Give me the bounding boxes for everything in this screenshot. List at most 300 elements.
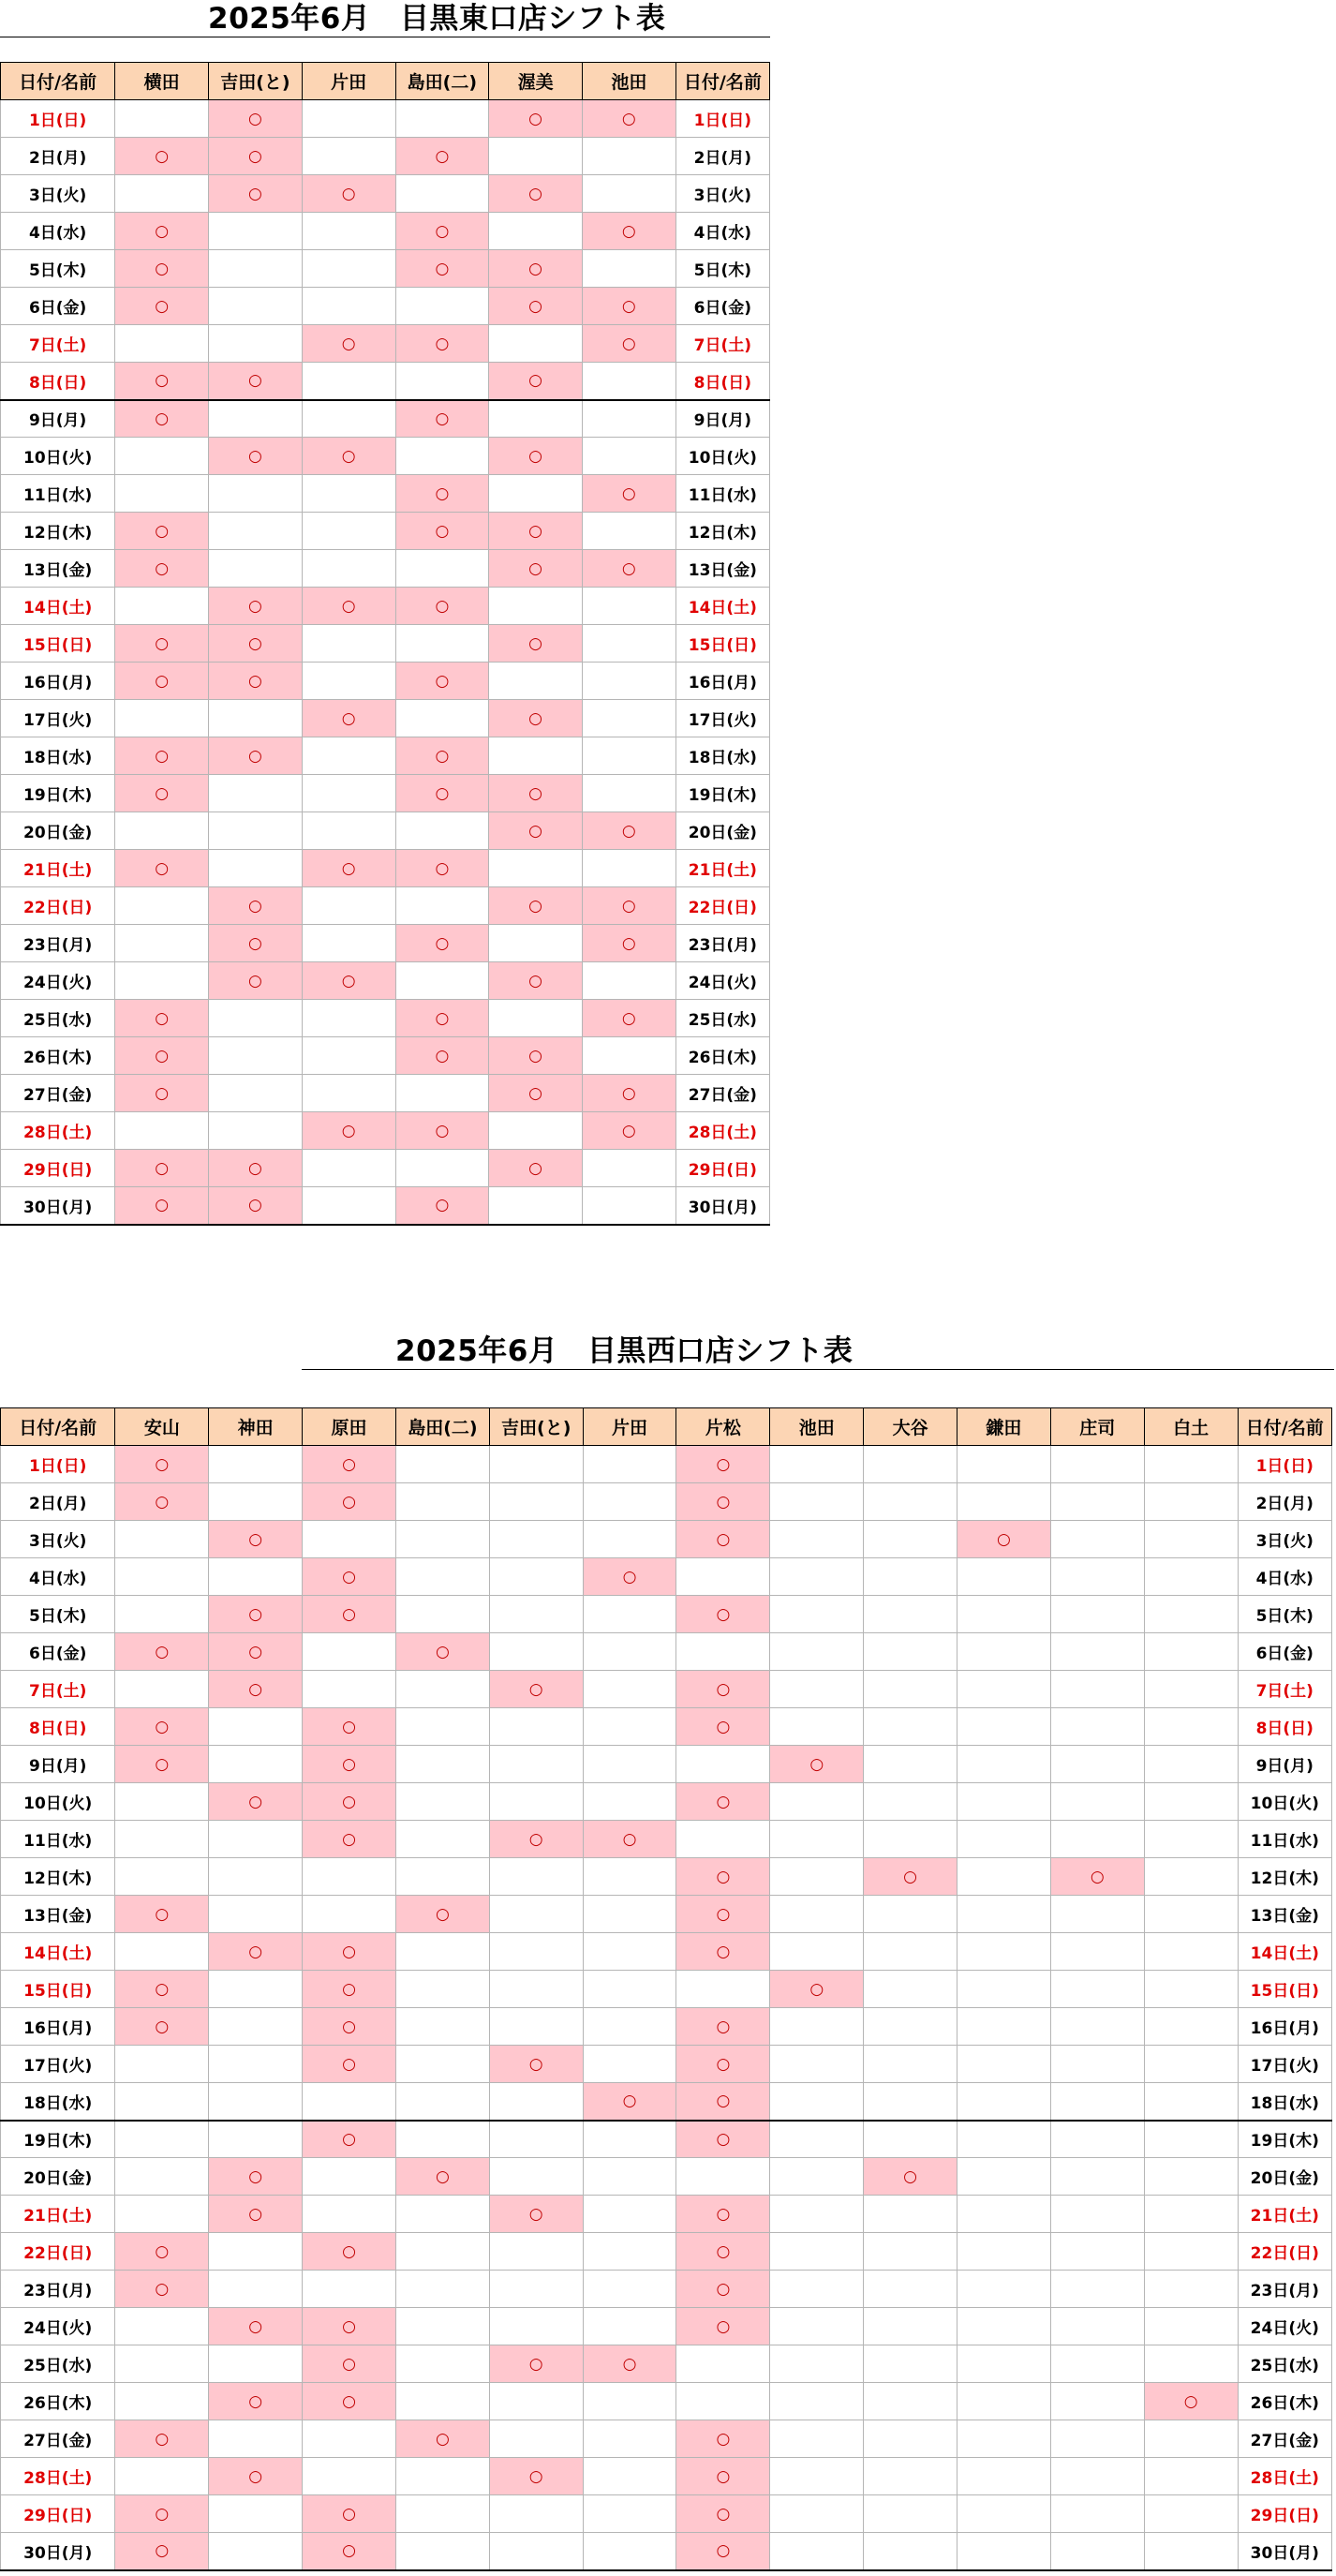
shift-cell-off[interactable] — [489, 1933, 583, 1971]
shift-cell-off[interactable] — [864, 2345, 957, 2383]
shift-cell-off[interactable] — [395, 175, 489, 213]
shift-cell-off[interactable] — [582, 138, 675, 175]
shift-cell-off[interactable] — [209, 325, 303, 363]
shift-cell-on[interactable]: ○ — [676, 2121, 770, 2158]
shift-cell-on[interactable]: ○ — [489, 812, 583, 850]
shift-cell-off[interactable] — [303, 2420, 396, 2458]
shift-cell-off[interactable] — [1050, 2158, 1144, 2196]
shift-cell-off[interactable] — [582, 175, 675, 213]
shift-cell-on[interactable]: ○ — [489, 100, 583, 138]
shift-cell-off[interactable] — [209, 1708, 303, 1746]
shift-cell-on[interactable]: ○ — [489, 1821, 583, 1858]
shift-cell-on[interactable]: ○ — [115, 400, 209, 438]
shift-cell-on[interactable]: ○ — [303, 2495, 396, 2533]
shift-cell-off[interactable] — [582, 400, 675, 438]
shift-cell-off[interactable] — [489, 663, 583, 700]
shift-cell-off[interactable] — [676, 1558, 770, 1596]
shift-cell-on[interactable]: ○ — [115, 850, 209, 887]
shift-cell-off[interactable] — [1050, 2008, 1144, 2046]
shift-cell-off[interactable] — [302, 475, 395, 513]
shift-cell-off[interactable] — [1050, 1746, 1144, 1783]
shift-cell-off[interactable] — [115, 1671, 209, 1708]
shift-cell-on[interactable]: ○ — [115, 550, 209, 588]
shift-cell-off[interactable] — [395, 550, 489, 588]
shift-cell-off[interactable] — [395, 1746, 489, 1783]
shift-cell-off[interactable] — [489, 2533, 583, 2570]
shift-cell-off[interactable] — [209, 550, 303, 588]
shift-cell-off[interactable] — [582, 250, 675, 288]
shift-cell-off[interactable] — [1144, 2308, 1238, 2345]
shift-cell-off[interactable] — [957, 1596, 1051, 1633]
shift-cell-on[interactable]: ○ — [115, 1150, 209, 1187]
shift-cell-off[interactable] — [303, 1521, 396, 1558]
shift-cell-off[interactable] — [395, 2495, 489, 2533]
shift-cell-on[interactable]: ○ — [582, 925, 675, 962]
shift-cell-on[interactable]: ○ — [115, 1075, 209, 1112]
shift-cell-on[interactable]: ○ — [115, 213, 209, 250]
shift-cell-off[interactable] — [770, 2158, 864, 2196]
shift-cell-on[interactable]: ○ — [209, 363, 303, 400]
shift-cell-off[interactable] — [770, 2345, 864, 2383]
shift-cell-off[interactable] — [770, 2008, 864, 2046]
shift-cell-off[interactable] — [489, 2308, 583, 2345]
shift-cell-off[interactable] — [209, 700, 303, 737]
shift-cell-on[interactable]: ○ — [582, 1112, 675, 1150]
shift-cell-on[interactable]: ○ — [115, 250, 209, 288]
shift-cell-off[interactable] — [1050, 1483, 1144, 1521]
shift-cell-off[interactable] — [864, 2083, 957, 2121]
shift-cell-on[interactable]: ○ — [115, 2495, 209, 2533]
shift-cell-off[interactable] — [395, 1821, 489, 1858]
shift-cell-off[interactable] — [489, 1112, 583, 1150]
shift-cell-on[interactable]: ○ — [395, 475, 489, 513]
shift-cell-off[interactable] — [770, 1783, 864, 1821]
shift-cell-on[interactable]: ○ — [115, 1971, 209, 2008]
shift-cell-on[interactable]: ○ — [303, 1746, 396, 1783]
shift-cell-off[interactable] — [583, 1858, 676, 1896]
shift-cell-off[interactable] — [489, 2420, 583, 2458]
shift-cell-off[interactable] — [489, 737, 583, 775]
shift-cell-off[interactable] — [770, 1896, 864, 1933]
shift-cell-off[interactable] — [395, 1596, 489, 1633]
shift-cell-off[interactable] — [957, 2271, 1051, 2308]
shift-cell-off[interactable] — [1144, 1483, 1238, 1521]
shift-cell-off[interactable] — [583, 1446, 676, 1483]
shift-cell-on[interactable]: ○ — [303, 1558, 396, 1596]
shift-cell-off[interactable] — [1050, 1596, 1144, 1633]
shift-cell-off[interactable] — [395, 1521, 489, 1558]
shift-cell-off[interactable] — [582, 700, 675, 737]
shift-cell-on[interactable]: ○ — [209, 1933, 303, 1971]
shift-cell-on[interactable]: ○ — [115, 2008, 209, 2046]
shift-cell-off[interactable] — [1050, 1558, 1144, 1596]
shift-cell-on[interactable]: ○ — [115, 2233, 209, 2271]
shift-cell-off[interactable] — [864, 2420, 957, 2458]
shift-cell-off[interactable] — [302, 138, 395, 175]
shift-cell-off[interactable] — [1144, 1971, 1238, 2008]
shift-cell-on[interactable]: ○ — [115, 1896, 209, 1933]
shift-cell-off[interactable] — [302, 250, 395, 288]
shift-cell-off[interactable] — [395, 700, 489, 737]
shift-cell-off[interactable] — [115, 2083, 209, 2121]
shift-cell-off[interactable] — [395, 438, 489, 475]
shift-cell-off[interactable] — [489, 1896, 583, 1933]
shift-cell-off[interactable] — [395, 2196, 489, 2233]
shift-cell-on[interactable]: ○ — [115, 1000, 209, 1037]
shift-cell-on[interactable]: ○ — [676, 2196, 770, 2233]
shift-cell-off[interactable] — [864, 2495, 957, 2533]
shift-cell-on[interactable]: ○ — [115, 1037, 209, 1075]
shift-cell-off[interactable] — [1144, 1633, 1238, 1671]
shift-cell-off[interactable] — [583, 1671, 676, 1708]
shift-cell-off[interactable] — [302, 887, 395, 925]
shift-cell-off[interactable] — [115, 1858, 209, 1896]
shift-cell-off[interactable] — [957, 2308, 1051, 2345]
shift-cell-off[interactable] — [1050, 2420, 1144, 2458]
shift-cell-off[interactable] — [489, 1000, 583, 1037]
shift-cell-on[interactable]: ○ — [489, 1075, 583, 1112]
shift-cell-on[interactable]: ○ — [115, 1483, 209, 1521]
shift-cell-off[interactable] — [583, 2420, 676, 2458]
shift-cell-off[interactable] — [115, 588, 209, 625]
shift-cell-off[interactable] — [209, 2008, 303, 2046]
shift-cell-off[interactable] — [395, 1971, 489, 2008]
shift-cell-off[interactable] — [302, 812, 395, 850]
shift-cell-off[interactable] — [957, 1933, 1051, 1971]
shift-cell-off[interactable] — [583, 1633, 676, 1671]
shift-cell-on[interactable]: ○ — [115, 775, 209, 812]
shift-cell-off[interactable] — [1050, 1821, 1144, 1858]
shift-cell-off[interactable] — [1144, 1596, 1238, 1633]
shift-cell-off[interactable] — [395, 2083, 489, 2121]
shift-cell-off[interactable] — [957, 1483, 1051, 1521]
shift-cell-on[interactable]: ○ — [115, 1746, 209, 1783]
shift-cell-off[interactable] — [582, 1037, 675, 1075]
shift-cell-off[interactable] — [302, 213, 395, 250]
shift-cell-off[interactable] — [770, 2533, 864, 2570]
shift-cell-on[interactable]: ○ — [676, 1708, 770, 1746]
shift-cell-on[interactable]: ○ — [676, 2533, 770, 2570]
shift-cell-on[interactable]: ○ — [209, 1633, 303, 1671]
shift-cell-on[interactable]: ○ — [489, 175, 583, 213]
shift-cell-off[interactable] — [957, 2121, 1051, 2158]
shift-cell-on[interactable]: ○ — [209, 962, 303, 1000]
shift-cell-on[interactable]: ○ — [582, 100, 675, 138]
shift-cell-on[interactable]: ○ — [583, 2345, 676, 2383]
shift-cell-on[interactable]: ○ — [302, 850, 395, 887]
shift-cell-off[interactable] — [302, 1187, 395, 1225]
shift-cell-off[interactable] — [582, 962, 675, 1000]
shift-cell-on[interactable]: ○ — [583, 2083, 676, 2121]
shift-cell-off[interactable] — [957, 1446, 1051, 1483]
shift-cell-off[interactable] — [302, 363, 395, 400]
shift-cell-off[interactable] — [115, 2458, 209, 2495]
shift-cell-off[interactable] — [583, 2495, 676, 2533]
shift-cell-off[interactable] — [864, 1521, 957, 1558]
shift-cell-off[interactable] — [209, 2046, 303, 2083]
shift-cell-off[interactable] — [864, 2458, 957, 2495]
shift-cell-off[interactable] — [489, 400, 583, 438]
shift-cell-on[interactable]: ○ — [395, 250, 489, 288]
shift-cell-off[interactable] — [395, 2533, 489, 2570]
shift-cell-on[interactable]: ○ — [115, 1708, 209, 1746]
shift-cell-on[interactable]: ○ — [489, 1037, 583, 1075]
shift-cell-off[interactable] — [583, 1971, 676, 2008]
shift-cell-off[interactable] — [302, 550, 395, 588]
shift-cell-off[interactable] — [395, 2308, 489, 2345]
shift-cell-off[interactable] — [864, 2046, 957, 2083]
shift-cell-off[interactable] — [395, 2345, 489, 2383]
shift-cell-off[interactable] — [864, 1896, 957, 1933]
shift-cell-off[interactable] — [583, 2308, 676, 2345]
shift-cell-off[interactable] — [1050, 2308, 1144, 2345]
shift-cell-on[interactable]: ○ — [115, 1187, 209, 1225]
shift-cell-on[interactable]: ○ — [302, 700, 395, 737]
shift-cell-on[interactable]: ○ — [303, 1446, 396, 1483]
shift-cell-on[interactable]: ○ — [676, 1483, 770, 1521]
shift-cell-off[interactable] — [489, 2271, 583, 2308]
shift-cell-off[interactable] — [489, 1521, 583, 1558]
shift-cell-on[interactable]: ○ — [209, 1671, 303, 1708]
shift-cell-off[interactable] — [395, 1708, 489, 1746]
shift-cell-off[interactable] — [1144, 2196, 1238, 2233]
shift-cell-off[interactable] — [1050, 2458, 1144, 2495]
shift-cell-on[interactable]: ○ — [676, 1933, 770, 1971]
shift-cell-off[interactable] — [489, 850, 583, 887]
shift-cell-off[interactable] — [489, 1708, 583, 1746]
shift-cell-off[interactable] — [395, 2458, 489, 2495]
shift-cell-off[interactable] — [303, 1633, 396, 1671]
shift-cell-off[interactable] — [115, 1521, 209, 1558]
shift-cell-on[interactable]: ○ — [489, 2458, 583, 2495]
shift-cell-off[interactable] — [1144, 1783, 1238, 1821]
shift-cell-off[interactable] — [957, 2495, 1051, 2533]
shift-cell-on[interactable]: ○ — [583, 1558, 676, 1596]
shift-cell-on[interactable]: ○ — [676, 2233, 770, 2271]
shift-cell-on[interactable]: ○ — [209, 2158, 303, 2196]
shift-cell-off[interactable] — [395, 1558, 489, 1596]
shift-cell-on[interactable]: ○ — [395, 213, 489, 250]
shift-cell-off[interactable] — [115, 475, 209, 513]
shift-cell-off[interactable] — [864, 2533, 957, 2570]
shift-cell-on[interactable]: ○ — [489, 625, 583, 663]
shift-cell-on[interactable]: ○ — [676, 2083, 770, 2121]
shift-cell-off[interactable] — [583, 1933, 676, 1971]
shift-cell-off[interactable] — [1144, 1708, 1238, 1746]
shift-cell-off[interactable] — [583, 1521, 676, 1558]
shift-cell-off[interactable] — [489, 2233, 583, 2271]
shift-cell-on[interactable]: ○ — [303, 2233, 396, 2271]
shift-cell-on[interactable]: ○ — [676, 2308, 770, 2345]
shift-cell-on[interactable]: ○ — [209, 1150, 303, 1187]
shift-cell-on[interactable]: ○ — [209, 2308, 303, 2345]
shift-cell-off[interactable] — [583, 2121, 676, 2158]
shift-cell-off[interactable] — [302, 100, 395, 138]
shift-cell-off[interactable] — [115, 2345, 209, 2383]
shift-cell-off[interactable] — [115, 175, 209, 213]
shift-cell-off[interactable] — [770, 2495, 864, 2533]
shift-cell-off[interactable] — [770, 2271, 864, 2308]
shift-cell-off[interactable] — [864, 1971, 957, 2008]
shift-cell-off[interactable] — [1050, 2083, 1144, 2121]
shift-cell-off[interactable] — [864, 1783, 957, 1821]
shift-cell-off[interactable] — [957, 2345, 1051, 2383]
shift-cell-on[interactable]: ○ — [489, 288, 583, 325]
shift-cell-on[interactable]: ○ — [395, 2420, 489, 2458]
shift-cell-off[interactable] — [395, 288, 489, 325]
shift-cell-off[interactable] — [395, 1483, 489, 1521]
shift-cell-on[interactable]: ○ — [489, 2345, 583, 2383]
shift-cell-off[interactable] — [489, 1187, 583, 1225]
shift-cell-on[interactable]: ○ — [676, 1858, 770, 1896]
shift-cell-on[interactable]: ○ — [303, 1596, 396, 1633]
shift-cell-on[interactable]: ○ — [302, 1112, 395, 1150]
shift-cell-on[interactable]: ○ — [395, 400, 489, 438]
shift-cell-off[interactable] — [864, 2196, 957, 2233]
shift-cell-off[interactable] — [582, 438, 675, 475]
shift-cell-off[interactable] — [115, 1112, 209, 1150]
shift-cell-on[interactable]: ○ — [395, 325, 489, 363]
shift-cell-off[interactable] — [583, 1483, 676, 1521]
shift-cell-off[interactable] — [209, 775, 303, 812]
shift-cell-on[interactable]: ○ — [302, 588, 395, 625]
shift-cell-off[interactable] — [395, 1858, 489, 1896]
shift-cell-on[interactable]: ○ — [395, 1112, 489, 1150]
shift-cell-off[interactable] — [489, 2495, 583, 2533]
shift-cell-off[interactable] — [583, 1746, 676, 1783]
shift-cell-off[interactable] — [489, 1783, 583, 1821]
shift-cell-off[interactable] — [582, 513, 675, 550]
shift-cell-on[interactable]: ○ — [209, 2458, 303, 2495]
shift-cell-off[interactable] — [582, 625, 675, 663]
shift-cell-off[interactable] — [957, 1896, 1051, 1933]
shift-cell-off[interactable] — [582, 588, 675, 625]
shift-cell-off[interactable] — [395, 1933, 489, 1971]
shift-cell-off[interactable] — [583, 2533, 676, 2570]
shift-cell-on[interactable]: ○ — [303, 2121, 396, 2158]
shift-cell-off[interactable] — [489, 588, 583, 625]
shift-cell-on[interactable]: ○ — [676, 2008, 770, 2046]
shift-cell-on[interactable]: ○ — [676, 1783, 770, 1821]
shift-cell-off[interactable] — [302, 1037, 395, 1075]
shift-cell-on[interactable]: ○ — [957, 1521, 1051, 1558]
shift-cell-off[interactable] — [395, 1075, 489, 1112]
shift-cell-on[interactable]: ○ — [489, 2196, 583, 2233]
shift-cell-off[interactable] — [209, 1971, 303, 2008]
shift-cell-off[interactable] — [395, 1150, 489, 1187]
shift-cell-on[interactable]: ○ — [395, 1037, 489, 1075]
shift-cell-off[interactable] — [115, 2046, 209, 2083]
shift-cell-on[interactable]: ○ — [582, 213, 675, 250]
shift-cell-off[interactable] — [582, 1187, 675, 1225]
shift-cell-on[interactable]: ○ — [489, 775, 583, 812]
shift-cell-off[interactable] — [582, 663, 675, 700]
shift-cell-on[interactable]: ○ — [864, 2158, 957, 2196]
shift-cell-on[interactable]: ○ — [1144, 2383, 1238, 2420]
shift-cell-off[interactable] — [770, 2046, 864, 2083]
shift-cell-off[interactable] — [770, 2121, 864, 2158]
shift-cell-on[interactable]: ○ — [676, 1446, 770, 1483]
shift-cell-off[interactable] — [770, 1933, 864, 1971]
shift-cell-off[interactable] — [489, 2083, 583, 2121]
shift-cell-on[interactable]: ○ — [209, 1596, 303, 1633]
shift-cell-on[interactable]: ○ — [303, 2008, 396, 2046]
shift-cell-off[interactable] — [115, 100, 209, 138]
shift-cell-on[interactable]: ○ — [115, 663, 209, 700]
shift-cell-off[interactable] — [395, 363, 489, 400]
shift-cell-off[interactable] — [770, 2458, 864, 2495]
shift-cell-off[interactable] — [302, 1150, 395, 1187]
shift-cell-on[interactable]: ○ — [209, 1521, 303, 1558]
shift-cell-off[interactable] — [303, 1896, 396, 1933]
shift-cell-off[interactable] — [395, 2046, 489, 2083]
shift-cell-off[interactable] — [489, 925, 583, 962]
shift-cell-off[interactable] — [583, 1596, 676, 1633]
shift-cell-off[interactable] — [1050, 2271, 1144, 2308]
shift-cell-off[interactable] — [115, 1783, 209, 1821]
shift-cell-on[interactable]: ○ — [395, 2158, 489, 2196]
shift-cell-off[interactable] — [303, 2083, 396, 2121]
shift-cell-off[interactable] — [864, 2271, 957, 2308]
shift-cell-off[interactable] — [957, 1708, 1051, 1746]
shift-cell-off[interactable] — [489, 1446, 583, 1483]
shift-cell-on[interactable]: ○ — [209, 925, 303, 962]
shift-cell-off[interactable] — [864, 2308, 957, 2345]
shift-cell-off[interactable] — [303, 2458, 396, 2495]
shift-cell-on[interactable]: ○ — [115, 138, 209, 175]
shift-cell-off[interactable] — [395, 2008, 489, 2046]
shift-cell-off[interactable] — [1144, 1558, 1238, 1596]
shift-cell-off[interactable] — [676, 2383, 770, 2420]
shift-cell-on[interactable]: ○ — [303, 2046, 396, 2083]
shift-cell-off[interactable] — [209, 2083, 303, 2121]
shift-cell-off[interactable] — [676, 2158, 770, 2196]
shift-cell-off[interactable] — [1050, 2196, 1144, 2233]
shift-cell-off[interactable] — [209, 2533, 303, 2570]
shift-cell-off[interactable] — [770, 1633, 864, 1671]
shift-cell-off[interactable] — [957, 2196, 1051, 2233]
shift-cell-off[interactable] — [957, 1558, 1051, 1596]
shift-cell-off[interactable] — [302, 1000, 395, 1037]
shift-cell-off[interactable] — [676, 1821, 770, 1858]
shift-cell-off[interactable] — [209, 250, 303, 288]
shift-cell-on[interactable]: ○ — [676, 2495, 770, 2533]
shift-cell-off[interactable] — [209, 1558, 303, 1596]
shift-cell-off[interactable] — [115, 2121, 209, 2158]
shift-cell-on[interactable]: ○ — [489, 550, 583, 588]
shift-cell-off[interactable] — [770, 1521, 864, 1558]
shift-cell-on[interactable]: ○ — [209, 2196, 303, 2233]
shift-cell-off[interactable] — [115, 438, 209, 475]
shift-cell-on[interactable]: ○ — [395, 513, 489, 550]
shift-cell-off[interactable] — [115, 1558, 209, 1596]
shift-cell-off[interactable] — [302, 775, 395, 812]
shift-cell-off[interactable] — [395, 100, 489, 138]
shift-cell-on[interactable]: ○ — [209, 737, 303, 775]
shift-cell-off[interactable] — [770, 2308, 864, 2345]
shift-cell-on[interactable]: ○ — [489, 2046, 583, 2083]
shift-cell-off[interactable] — [770, 1708, 864, 1746]
shift-cell-on[interactable]: ○ — [395, 850, 489, 887]
shift-cell-on[interactable]: ○ — [303, 2383, 396, 2420]
shift-cell-off[interactable] — [209, 1896, 303, 1933]
shift-cell-off[interactable] — [770, 1558, 864, 1596]
shift-cell-off[interactable] — [302, 288, 395, 325]
shift-cell-off[interactable] — [1050, 2121, 1144, 2158]
shift-cell-on[interactable]: ○ — [582, 325, 675, 363]
shift-cell-off[interactable] — [489, 1483, 583, 1521]
shift-cell-off[interactable] — [1050, 1783, 1144, 1821]
